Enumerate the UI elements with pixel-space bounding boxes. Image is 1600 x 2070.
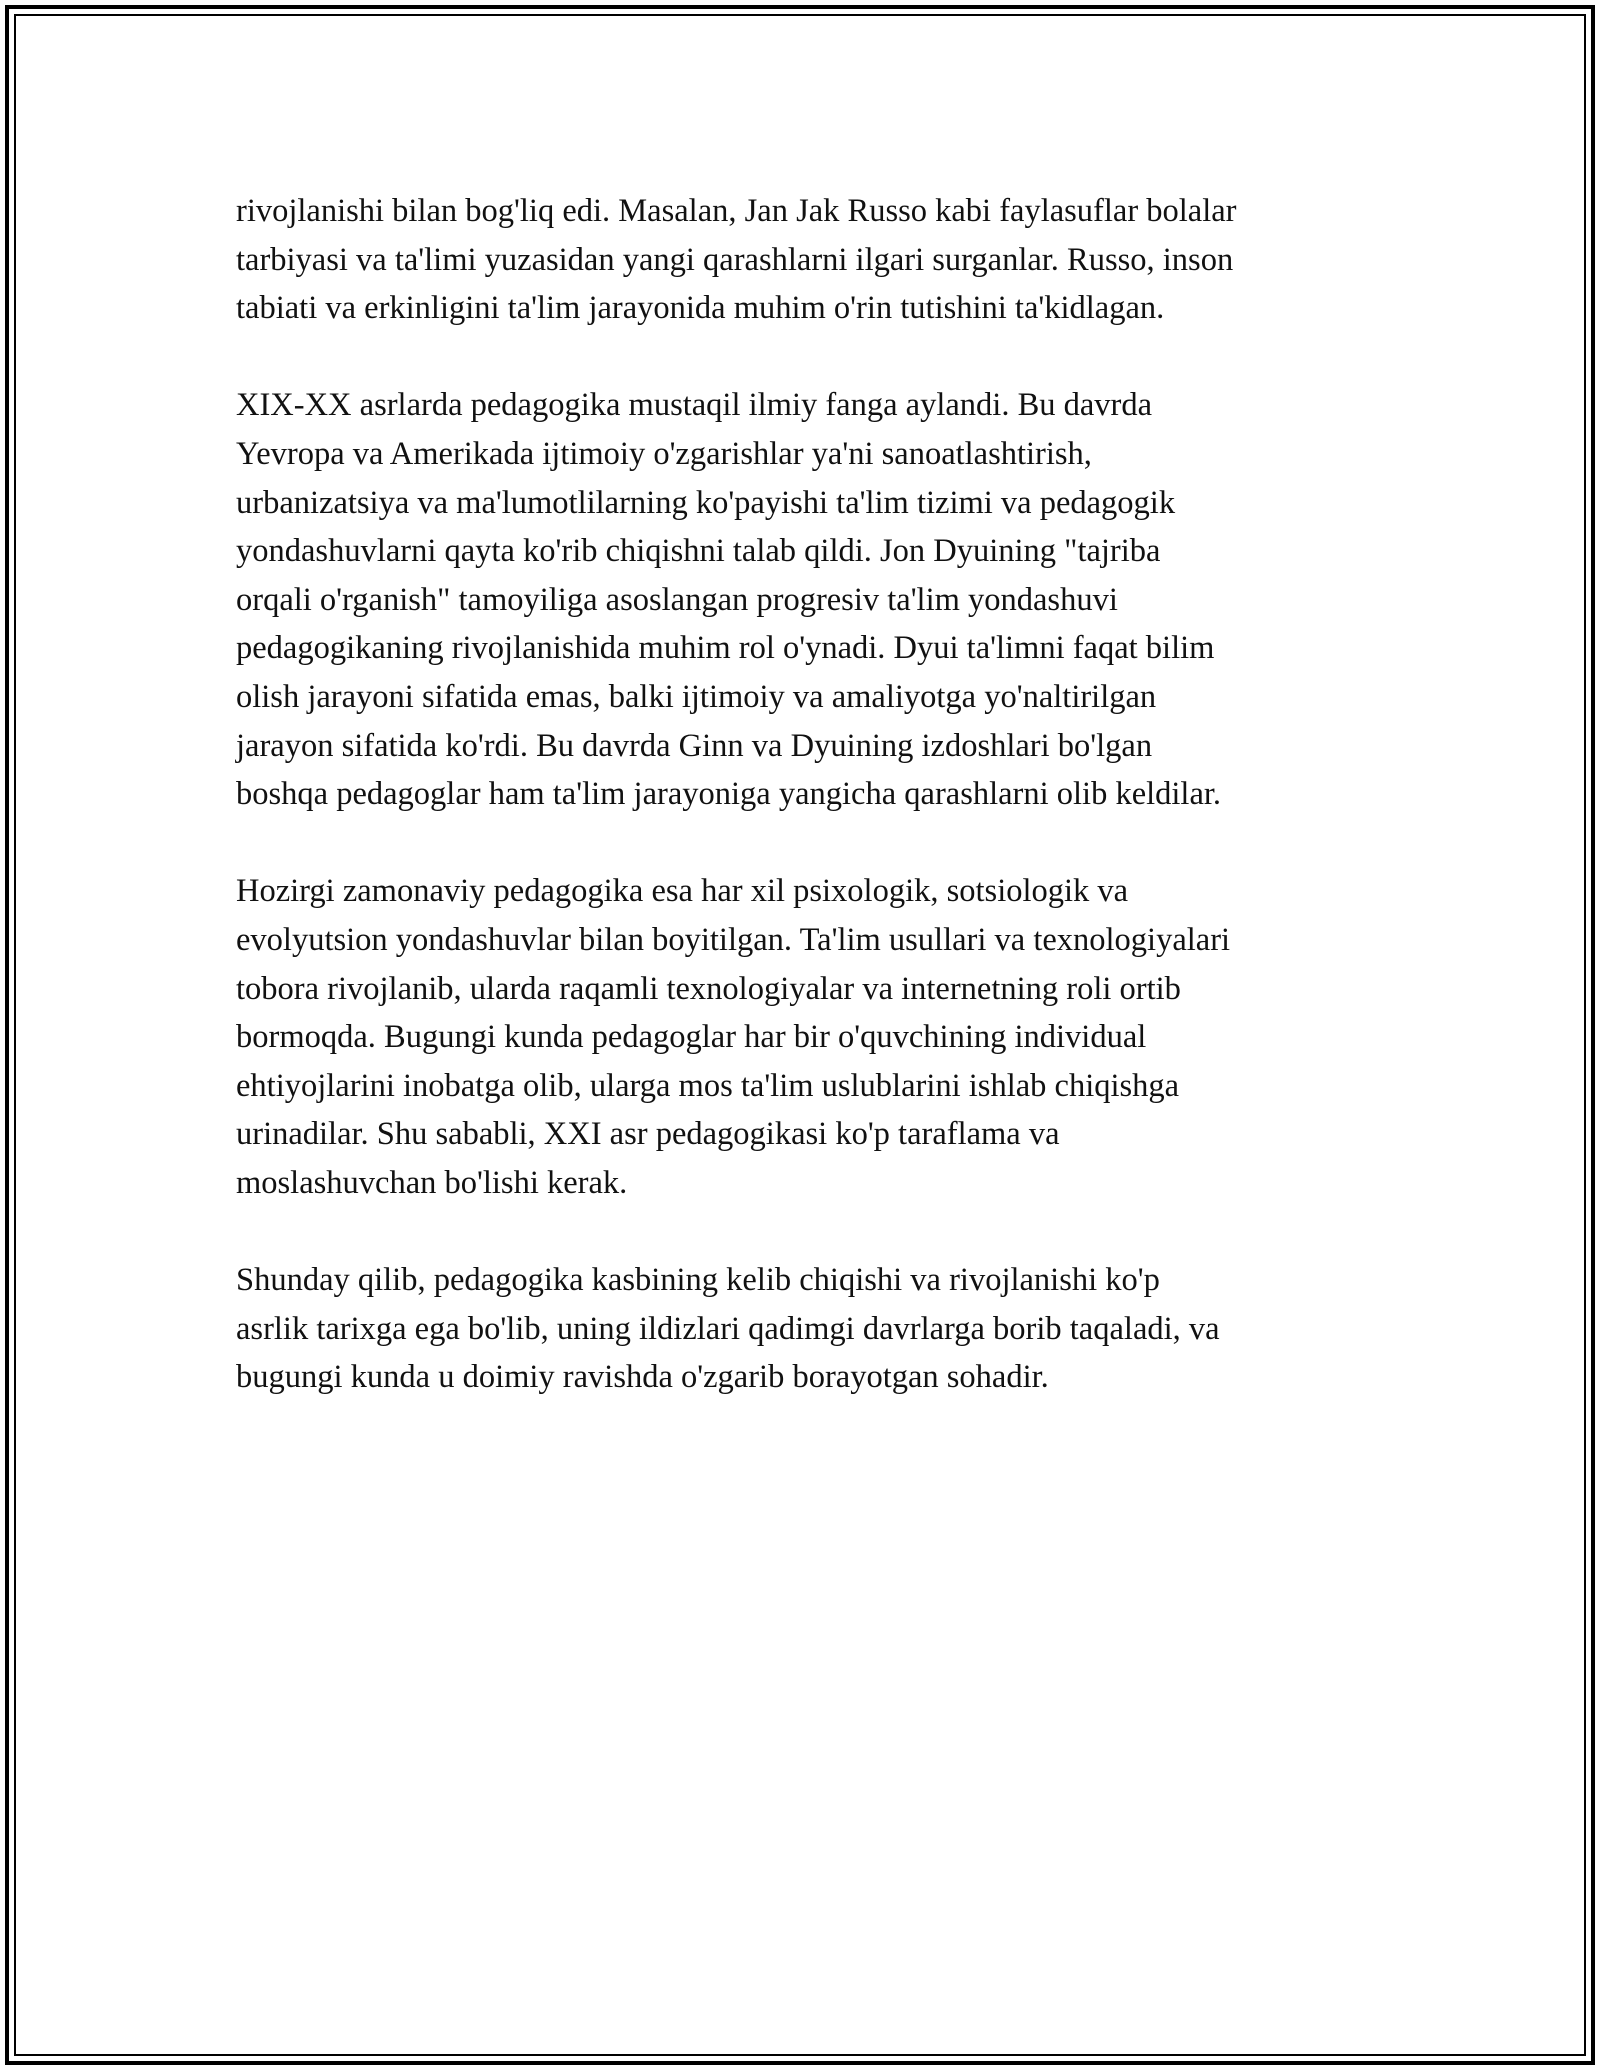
text-line: yondashuvlarni qayta ko'rib chiqishni talab qildi. Jon Dyuining "tajriba	[236, 533, 1161, 570]
text-line: urinadilar. Shu sababli, XXI asr pedagogikasi ko'p taraflama va	[236, 1116, 1060, 1153]
text-line: bugungi kunda u doimiy ravishda o'zgarib borayotgan sohadir.	[236, 1359, 1049, 1396]
paragraph-2	[236, 381, 1366, 818]
text-line: pedagogikaning rivojlanishida muhim rol o'ynadi. Dyui ta'limni faqat bilim	[236, 630, 1215, 667]
text-line: boshqa pedagoglar ham ta'lim jarayoniga yangicha qarashlarni olib keldilar.	[236, 776, 1222, 813]
text-line: Shunday qilib, pedagogika kasbining kelib chiqishi va rivojlanishi ko'p	[236, 1262, 1160, 1299]
text-line: olish jarayoni sifatida emas, balki ijtimoiy va amaliyotga yo'naltirilgan	[236, 678, 1157, 715]
text-line: XIX-XX asrlarda pedagogika mustaqil ilmiy fanga aylandi. Bu davrda	[236, 387, 1153, 424]
paragraph-4	[236, 1256, 1366, 1402]
text-line: bormoqda. Bugungi kunda pedagoglar har bir o'quvchining individual	[236, 1019, 1147, 1056]
text-line: tarbiyasi va ta'limi yuzasidan yangi qarashlarni ilgari surganlar. Russo, inson	[236, 241, 1234, 278]
text-line: Hozirgi zamonaviy pedagogika esa har xil psixologik, sotsiologik va	[236, 873, 1129, 910]
text-line: orqali o'rganish" tamoyiliga asoslangan progresiv ta'lim yondashuvi	[236, 581, 1118, 618]
text-line: rivojlanishi bilan bog'liq edi. Masalan, Jan Jak Russo kabi faylasuflar bolalar	[236, 193, 1237, 229]
text-line: urbanizatsiya va ma'lumotlilarning ko'payishi ta'lim tizimi va pedagogik	[236, 484, 1176, 521]
text-line: asrlik tarixga ega bo'lib, uning ildizlari qadimgi davrlarga borib taqaladi, va	[236, 1310, 1220, 1347]
text-line: Yevropa va Amerikada ijtimoiy o'zgarishlar ya'ni sanoatlashtirish,	[236, 435, 1092, 472]
text-line: tabiati va erkinligini ta'lim jarayonida muhim o'rin tutishini ta'kidlagan.	[236, 290, 1165, 327]
text-line: jarayon sifatida ko'rdi. Bu davrda Ginn va Dyuining izdoshlari bo'lgan	[236, 727, 1153, 764]
text-line: moslashuvchan bo'lishi kerak.	[236, 1164, 628, 1201]
text-line: ehtiyojlarini inobatga olib, ularga mos ta'lim uslublarini ishlab chiqishga	[236, 1067, 1180, 1104]
text-line: evolyutsion yondashuvlar bilan boyitilgan. Ta'lim usullari va texnologiyalari	[236, 921, 1231, 958]
text-line: tobora rivojlanib, ularda raqamli texnologiyalar va internetning roli ortib	[236, 970, 1181, 1007]
document-body	[236, 187, 1366, 1450]
paragraph-3	[236, 867, 1366, 1207]
paragraph-1	[236, 187, 1366, 333]
